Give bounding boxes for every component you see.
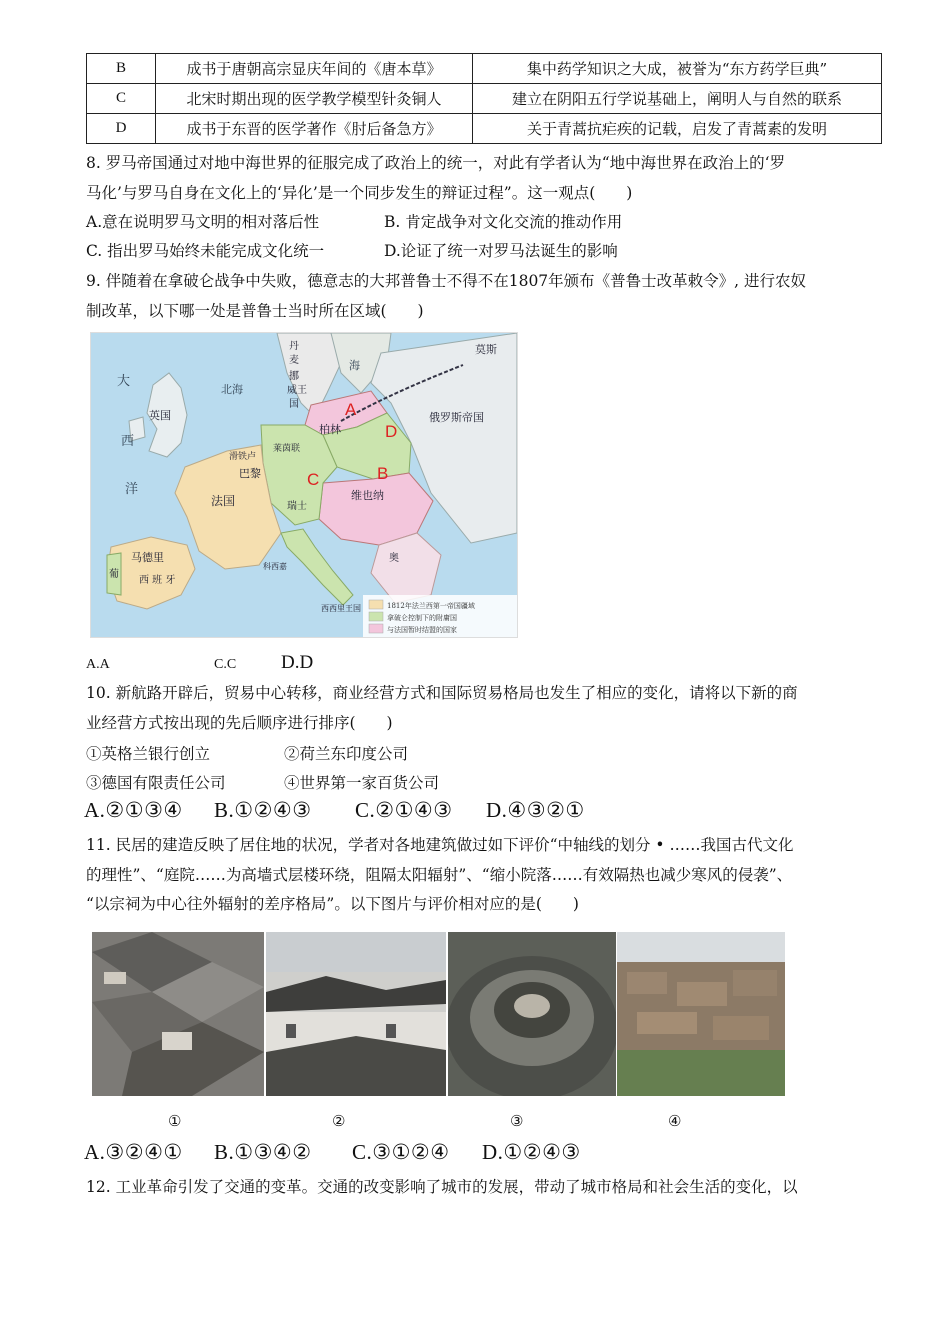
- row-work: 北宋时期出现的医学教学模型针灸铜人: [156, 84, 473, 114]
- map-label-baltic: 海: [349, 359, 360, 372]
- row-label: D: [87, 114, 156, 144]
- europe-map: [90, 332, 518, 638]
- photo-3-svg: [448, 932, 616, 1096]
- map-label-berlin: 柏林: [319, 423, 341, 436]
- map-letter-a[interactable]: A: [345, 400, 357, 419]
- photo-dwelling-1: [92, 932, 264, 1096]
- table-row: [87, 114, 882, 144]
- q11-stem-line1: 11. 民居的建造反映了居住地的状况，学者对各地建筑做过如下评价“中轴线的划分 • ……我国古代文化: [86, 836, 794, 854]
- map-label-corsica: 科西嘉: [263, 562, 287, 571]
- map-label-madrid: 马德里: [131, 551, 164, 564]
- q11-option-d[interactable]: D.①②④③: [482, 1140, 581, 1164]
- q10-option-b[interactable]: B.①②④③: [214, 798, 312, 822]
- map-legend: [363, 595, 517, 637]
- q8-option-d[interactable]: D.论证了统一对罗马法诞生的影响: [384, 242, 618, 260]
- table-row: [87, 84, 882, 114]
- q9-option-c[interactable]: C.C: [214, 657, 237, 672]
- q10-item-4: ④世界第一家百货公司: [284, 774, 440, 792]
- row-work: 成书于唐朝高宗显庆年间的《唐本草》: [156, 54, 473, 84]
- photo-dwelling-4: [617, 932, 785, 1096]
- row-note: 关于青蒿抗疟疾的记载，启发了青蒿素的发明: [473, 114, 882, 144]
- photo-caption-4: ④: [668, 1112, 682, 1130]
- q11-stem-line3: “以宗祠为中心往外辐射的差序格局”。以下图片与评价相对应的是( ): [86, 895, 579, 913]
- europe-map-svg: [91, 333, 517, 637]
- q8-stem-line1: 8. 罗马帝国通过对地中海世界的征服完成了政治上的统一，对此有学者认为“地中海世界在政治上的‘罗: [86, 154, 786, 172]
- legend-item-vassal: 拿破仑控制下的附庸国: [387, 614, 457, 622]
- map-label-denmark3: 挪: [289, 371, 299, 382]
- map-label-denmark1: 丹: [289, 341, 299, 352]
- q10-option-c[interactable]: C.②①④③: [355, 798, 453, 822]
- legend-item-ally: 与法国暂时结盟的国家: [387, 626, 457, 634]
- map-letter-d[interactable]: D: [385, 422, 398, 441]
- q9-stem-line2: 制改革，以下哪一处是普鲁士当时所在区域( ): [86, 302, 424, 320]
- map-label-paris: 巴黎: [239, 467, 261, 480]
- map-label-moscow: 莫斯: [475, 343, 497, 356]
- q8-option-b[interactable]: B. 肯定战争对文化交流的推动作用: [384, 213, 623, 231]
- map-label-swiss: 瑞士: [287, 501, 307, 512]
- options-table: [86, 53, 882, 144]
- q10-stem-line2: 业经营方式按出现的先后顺序进行排序( ): [86, 714, 393, 732]
- table-row: [87, 54, 882, 84]
- q10-item-2: ②荷兰东印度公司: [284, 745, 409, 763]
- map-label-austria: 奥: [389, 553, 399, 564]
- q11-option-a[interactable]: A.③②④①: [84, 1140, 183, 1164]
- row-note: 建立在阴阳五行学说基础上，阐明人与自然的联系: [473, 84, 882, 114]
- map-label-waterloo: 滑铁卢: [229, 452, 257, 462]
- photo-caption-3: ③: [510, 1112, 524, 1130]
- row-label: C: [87, 84, 156, 114]
- q12-stem-line1: 12. 工业革命引发了交通的变革。交通的改变影响了城市的发展，带动了城市格局和社会生活的变化，以: [86, 1178, 798, 1196]
- photo-caption-1: ①: [168, 1112, 182, 1130]
- map-label-france: 法国: [211, 494, 236, 508]
- map-label-vienna: 维也纳: [351, 489, 384, 502]
- q11-stem-line2: 的理性”、“庭院……为高墙式层楼环绕，阻隔太阳辐射”、“缩小院落……有效隔热也减少寒风的侵袭”、: [86, 866, 793, 884]
- q11-option-b[interactable]: B.①③④②: [214, 1140, 312, 1164]
- map-label-naples: 西西里王国: [321, 604, 361, 613]
- map-label-rhine: 莱茵联: [273, 444, 301, 454]
- photo-2-svg: [266, 932, 446, 1096]
- map-letter-b[interactable]: B: [377, 464, 389, 483]
- q10-option-a[interactable]: A.②①③④: [84, 798, 183, 822]
- row-label: B: [87, 54, 156, 84]
- q10-item-1: ①英格兰银行创立: [86, 745, 211, 763]
- map-label-denmark5: 国: [289, 399, 299, 410]
- q9-option-a[interactable]: A.A: [86, 657, 110, 672]
- map-label-denmark4: 威王: [287, 385, 307, 396]
- row-note: 集中药学知识之大成，被誉为“东方药学巨典”: [473, 54, 882, 84]
- map-label-ocean2: 西: [121, 434, 135, 449]
- map-label-ocean3: 洋: [125, 482, 139, 497]
- map-label-spain: 西 班 牙: [139, 575, 176, 586]
- photo-caption-2: ②: [332, 1112, 346, 1130]
- photo-dwelling-2: [266, 932, 446, 1096]
- photo-1-svg: [92, 932, 264, 1096]
- photo-4-svg: [617, 932, 785, 1096]
- map-letter-c[interactable]: C: [307, 470, 320, 489]
- q10-item-3: ③德国有限责任公司: [86, 774, 226, 792]
- q8-stem-line2: 马化’与罗马自身在文化上的‘异化’是一个同步发生的辩证过程”。这一观点( ): [86, 184, 633, 202]
- q8-option-a[interactable]: A.意在说明罗马文明的相对落后性: [86, 213, 320, 231]
- map-label-denmark2: 麦: [289, 355, 299, 366]
- row-work: 成书于东晋的医学著作《肘后备急方》: [156, 114, 473, 144]
- photo-dwelling-3: [448, 932, 616, 1096]
- q10-option-d[interactable]: D.④③②①: [486, 798, 585, 822]
- q8-option-c[interactable]: C. 指出罗马始终未能完成文化统一: [86, 242, 325, 260]
- q11-option-c[interactable]: C.③①②④: [352, 1140, 450, 1164]
- q10-stem-line1: 10. 新航路开辟后，贸易中心转移，商业经营方式和国际贸易格局也发生了相应的变化，请将以下新的商: [86, 684, 798, 702]
- map-label-portugal: 葡: [109, 569, 119, 580]
- map-label-ocean1: 大: [117, 374, 131, 389]
- legend-item-empire: 1812年法兰西第一帝国疆域: [387, 602, 475, 610]
- map-label-britain: 英国: [149, 409, 171, 422]
- map-label-russia: 俄罗斯帝国: [429, 411, 484, 424]
- q9-option-d[interactable]: D.D: [281, 652, 314, 673]
- map-label-north-sea: 北海: [221, 383, 243, 396]
- q9-stem-line1: 9. 伴随着在拿破仑战争中失败，德意志的大邦普鲁士不得不在1807年颁布《普鲁士改革敕令》, 进行农奴: [86, 272, 807, 290]
